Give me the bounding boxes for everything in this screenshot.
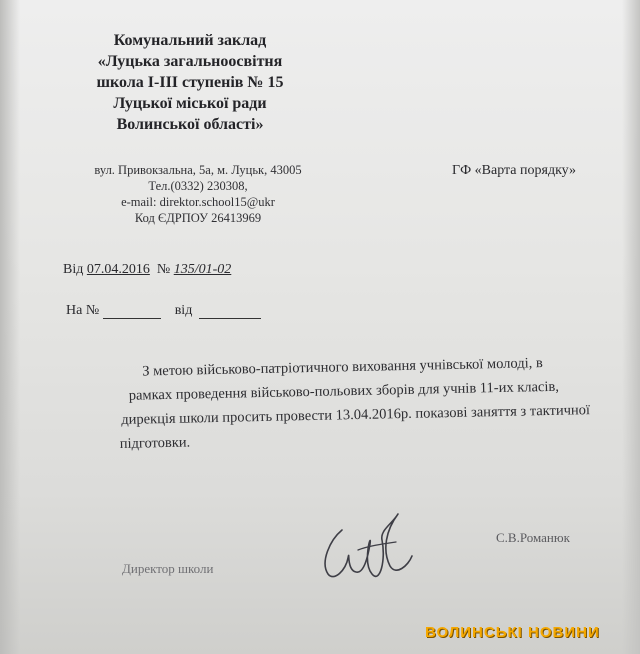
body-line: підготовки.	[119, 434, 191, 452]
reply-on-label: На №	[66, 303, 100, 318]
header-line: Луцької міської ради	[113, 95, 267, 112]
reference-from-label: Від	[63, 262, 84, 277]
body-line: З метою військово-патріотичного виховання учнівської молоді, в	[142, 355, 543, 380]
watermark-logo: ВОЛИНСЬКІ НОВИНИ	[425, 624, 600, 641]
reply-line	[66, 303, 261, 319]
body-line: дирекція школи просить провести 13.04.2016р. показові заняття з тактичної	[121, 402, 591, 428]
body-line: рамках проведення військово-польових зборів для учнів 11-их класів,	[128, 378, 560, 404]
address-code: Код ЄДРПОУ 26413969	[134, 211, 262, 225]
address-street: вул. Привокзальна, 5а, м. Луцьк, 43005	[94, 163, 302, 177]
signatory-name: С.В.Романюк	[496, 530, 570, 545]
institution-header	[50, 30, 330, 135]
reply-from-label: від	[174, 303, 193, 318]
handwritten-signature	[312, 500, 422, 590]
reference-line	[63, 262, 231, 278]
address-phone: Тел.(0332) 230308,	[148, 179, 248, 193]
header-line: «Луцька загальноосвітня	[97, 53, 283, 70]
reference-date: 07.04.2016	[86, 262, 150, 277]
header-line: Комунальний заклад	[113, 32, 267, 49]
reply-date-blank	[199, 308, 261, 319]
header-line: Волинської області»	[116, 116, 264, 133]
reply-number-blank	[103, 308, 161, 319]
letter-body	[118, 349, 630, 456]
reference-number: 135/01-02	[173, 262, 232, 277]
header-line: школа І-ІІІ ступенів № 15	[96, 74, 284, 91]
signatory-title: Директор школи	[122, 561, 214, 576]
address-email: e-mail: direktor.school15@ukr	[121, 195, 275, 209]
reference-number-sign: №	[156, 262, 171, 277]
recipient: ГФ «Варта порядку»	[452, 163, 577, 178]
address-block	[62, 162, 334, 226]
